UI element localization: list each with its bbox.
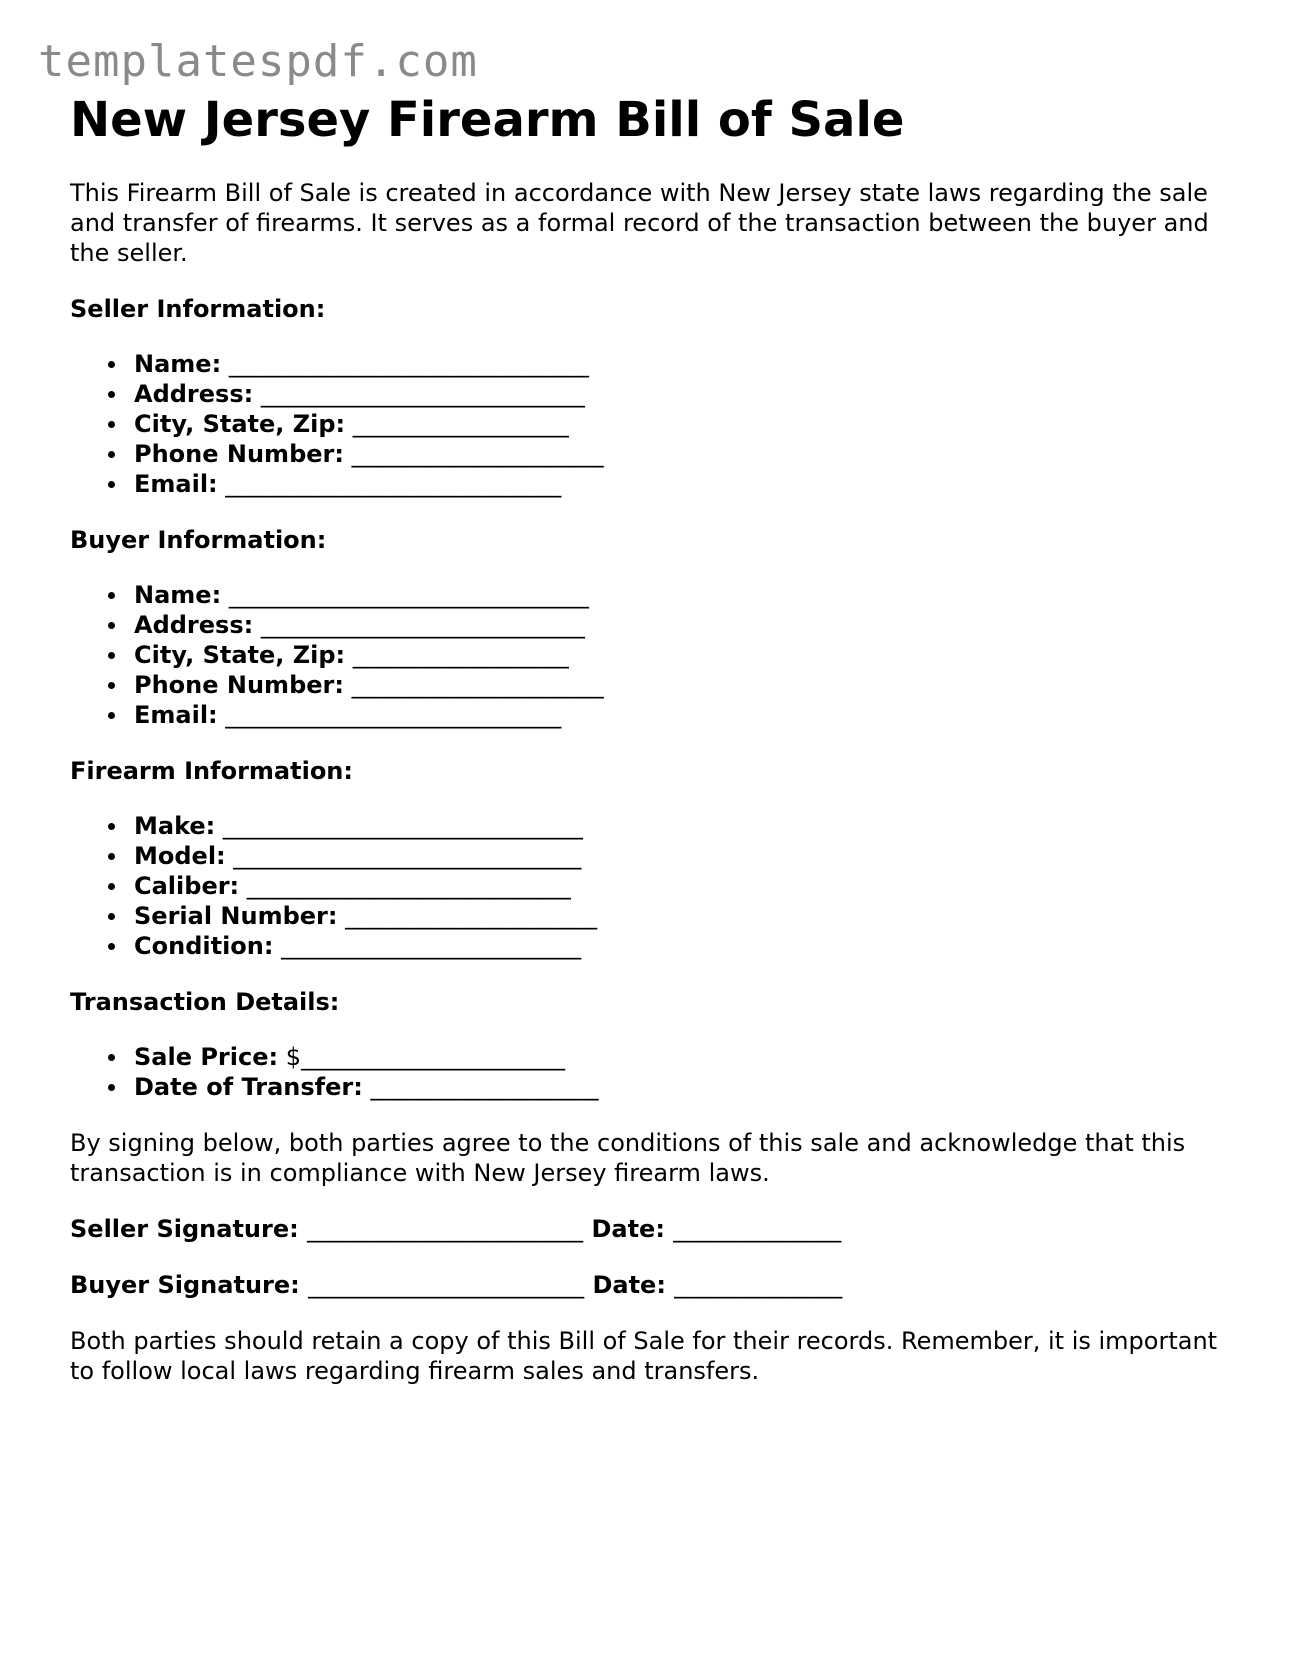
field-label: Sale Price: <box>134 1043 279 1071</box>
field-blank: ____________________________ <box>225 470 562 498</box>
field-label: Serial Number: <box>134 902 338 930</box>
firearm-condition-field[interactable] <box>70 931 1230 961</box>
field-label: Name: <box>134 581 222 609</box>
signature-label: Seller Signature: <box>70 1215 299 1243</box>
field-label: Address: <box>134 611 254 639</box>
field-label: Model: <box>134 842 226 870</box>
field-blank: _____________________ <box>351 440 604 468</box>
signature-blank: _______________________ <box>307 1215 584 1243</box>
seller-signature-line[interactable] <box>70 1214 1230 1244</box>
seller-phone-field[interactable] <box>70 439 1230 469</box>
seller-fields-list <box>70 349 1230 499</box>
field-label: Address: <box>134 380 254 408</box>
date-of-transfer-field[interactable] <box>70 1072 1230 1102</box>
seller-city-state-zip-field[interactable] <box>70 409 1230 439</box>
intro-paragraph: This Firearm Bill of Sale is created in accordance with New Jersey state laws regarding the sale and transfer of firearms. It serves as a formal record of the transaction between the buyer and the seller. <box>70 179 1209 267</box>
transaction-fields-list <box>70 1042 1230 1102</box>
firearm-caliber-field[interactable] <box>70 871 1230 901</box>
field-label: Caliber: <box>134 872 240 900</box>
firearm-serial-number-field[interactable] <box>70 901 1230 931</box>
field-label: Phone Number: <box>134 671 344 699</box>
field-label: Date of Transfer: <box>134 1073 363 1101</box>
field-label: Email: <box>134 470 218 498</box>
field-blank: __________________ <box>352 410 569 438</box>
date-blank: ______________ <box>673 1215 842 1243</box>
acknowledgement-paragraph: By signing below, both parties agree to the conditions of this sale and acknowledge that this transaction is in compliance with New Jersey firearm laws. <box>70 1129 1186 1187</box>
buyer-address-field[interactable] <box>70 610 1230 640</box>
transaction-section-heading: Transaction Details: <box>70 988 340 1016</box>
buyer-city-state-zip-field[interactable] <box>70 640 1230 670</box>
page-title: New Jersey Firearm Bill of Sale <box>70 92 905 148</box>
field-blank: ___________________________ <box>246 872 571 900</box>
field-blank: ____________________________ <box>225 701 562 729</box>
field-blank: _____________________ <box>351 671 604 699</box>
field-blank: ______________________________ <box>228 350 589 378</box>
date-blank: ______________ <box>674 1271 843 1299</box>
buyer-email-field[interactable] <box>70 700 1230 730</box>
field-blank: ______________________________ <box>228 581 589 609</box>
seller-name-field[interactable] <box>70 349 1230 379</box>
buyer-signature-line[interactable] <box>70 1270 1230 1300</box>
sale-price-field[interactable] <box>70 1042 1230 1072</box>
field-label: Make: <box>134 812 216 840</box>
firearm-fields-list <box>70 811 1230 961</box>
firearm-model-field[interactable] <box>70 841 1230 871</box>
field-label: Name: <box>134 350 222 378</box>
field-label: City, State, Zip: <box>134 410 346 438</box>
signature-label: Buyer Signature: <box>70 1271 300 1299</box>
document-body <box>70 88 1230 1386</box>
field-label: Phone Number: <box>134 440 344 468</box>
field-label: City, State, Zip: <box>134 641 346 669</box>
firearm-make-field[interactable] <box>70 811 1230 841</box>
watermark: templatespdf.com <box>38 36 478 87</box>
field-blank: _____________________________ <box>233 842 582 870</box>
field-blank: __________________ <box>352 641 569 669</box>
field-blank: ___________________________ <box>260 380 585 408</box>
field-blank: ___________________________ <box>260 611 585 639</box>
field-label: Email: <box>134 701 218 729</box>
closing-paragraph: Both parties should retain a copy of this Bill of Sale for their records. Remember, it is important to follow local laws regarding firearm sales and transfers. <box>70 1327 1218 1385</box>
field-blank: _____________________ <box>345 902 598 930</box>
field-blank: ______________________________ <box>222 812 583 840</box>
buyer-phone-field[interactable] <box>70 670 1230 700</box>
buyer-name-field[interactable] <box>70 580 1230 610</box>
date-label: Date: <box>592 1271 666 1299</box>
field-blank: _________________________ <box>281 932 582 960</box>
seller-section-heading: Seller Information: <box>70 295 326 323</box>
field-blank: $______________________ <box>285 1043 566 1071</box>
buyer-section-heading: Buyer Information: <box>70 526 327 554</box>
firearm-section-heading: Firearm Information: <box>70 757 353 785</box>
buyer-fields-list <box>70 580 1230 730</box>
seller-address-field[interactable] <box>70 379 1230 409</box>
date-label: Date: <box>591 1215 665 1243</box>
field-label: Condition: <box>134 932 274 960</box>
signature-blank: _______________________ <box>308 1271 585 1299</box>
seller-email-field[interactable] <box>70 469 1230 499</box>
field-blank: ___________________ <box>370 1073 599 1101</box>
